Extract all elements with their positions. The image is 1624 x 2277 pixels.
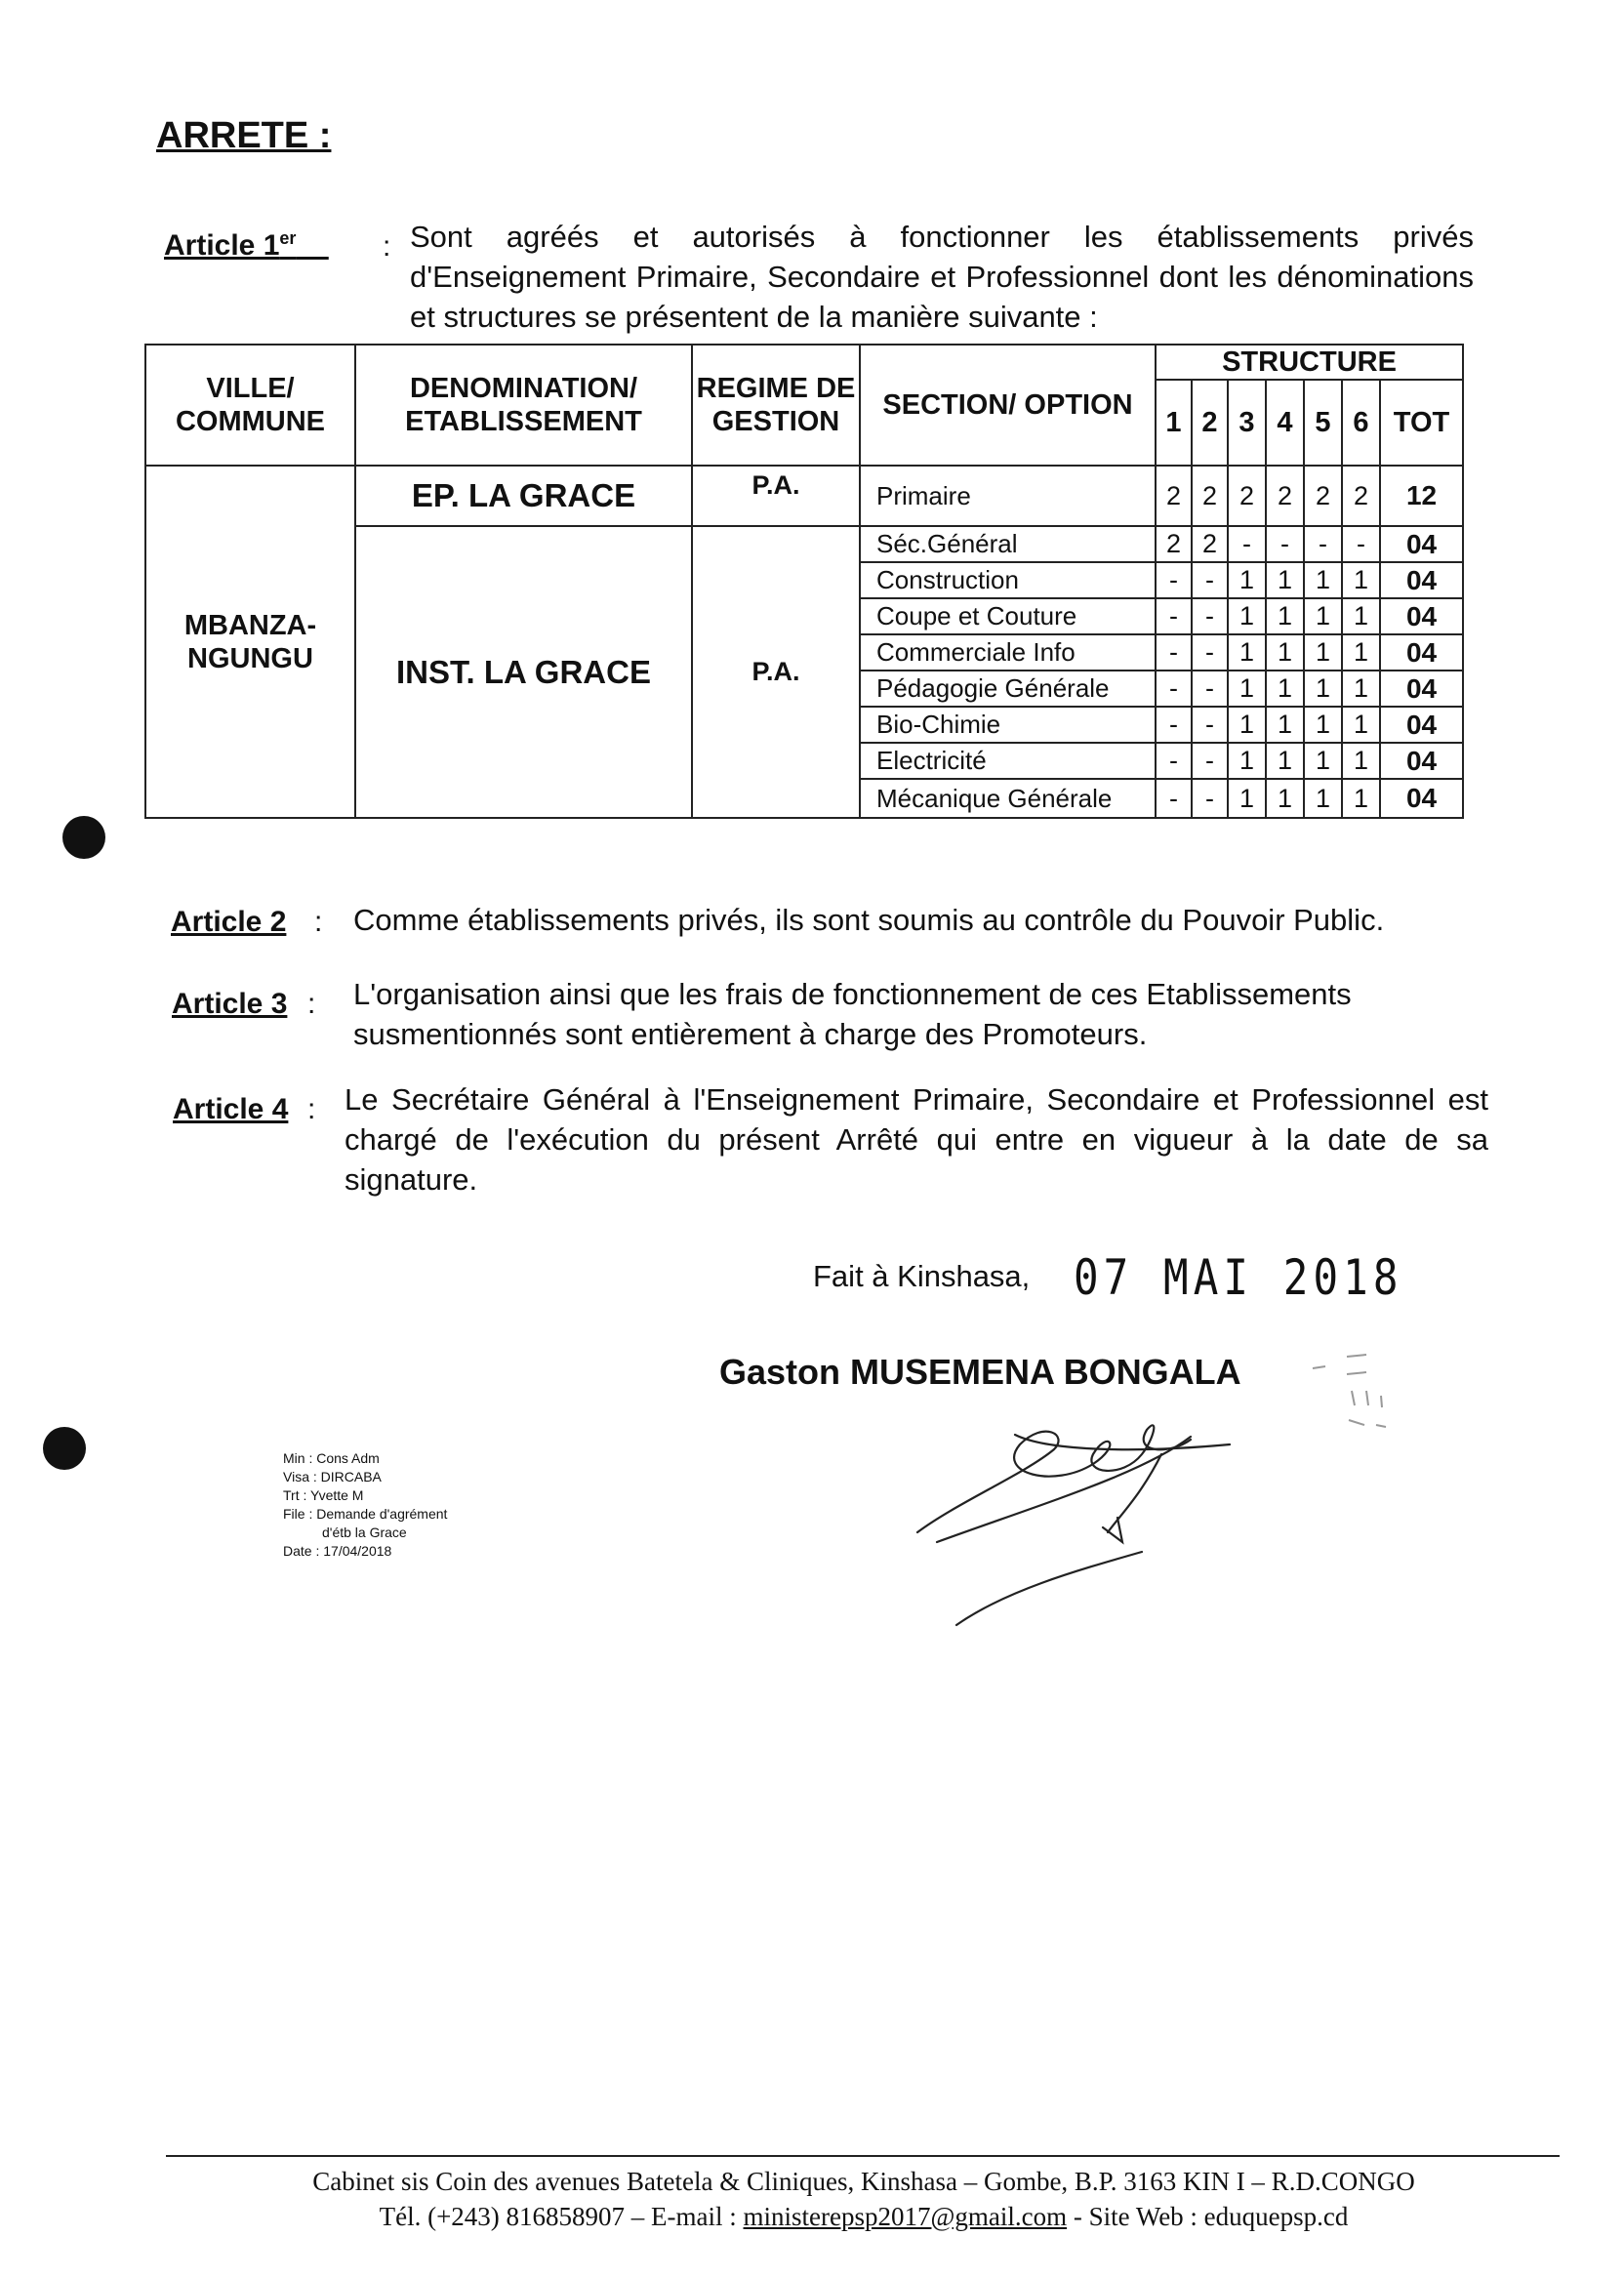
footer-email-link[interactable]: ministerepsp2017@gmail.com: [743, 2202, 1068, 2231]
article-2-text: Comme établissements privés, ils sont soumis au contrôle du Pouvoir Public.: [353, 903, 1385, 937]
value-cell: 1: [1342, 634, 1380, 671]
article-1-label: Article 1er: [164, 228, 297, 262]
value-cell: -: [1156, 634, 1192, 671]
total-cell: 04: [1380, 562, 1463, 598]
value-cell: 2: [1304, 466, 1342, 526]
value-cell: 1: [1266, 779, 1304, 818]
value-cell: 1: [1342, 598, 1380, 634]
punch-hole: [62, 816, 105, 859]
header-col-3: 3: [1228, 380, 1266, 466]
article-2-label: Article 2: [171, 906, 287, 938]
value-cell: -: [1192, 598, 1228, 634]
page-title: ARRETE :: [156, 115, 332, 156]
value-cell: -: [1192, 671, 1228, 707]
article-4-label: Article 4: [173, 1093, 289, 1125]
stamp-marks: [1308, 1347, 1396, 1454]
value-cell: 2: [1342, 466, 1380, 526]
value-cell: -: [1342, 526, 1380, 562]
total-cell: 04: [1380, 598, 1463, 634]
value-cell: -: [1192, 562, 1228, 598]
option-cell: Séc.Général: [860, 526, 1156, 562]
value-cell: -: [1156, 671, 1192, 707]
value-cell: -: [1192, 707, 1228, 743]
footer-address: Cabinet sis Coin des avenues Batetela & Cliniques, Kinshasa – Gombe, B.P. 3163 KIN I – R.D.CONGO: [312, 2167, 1415, 2196]
header-col-6: 6: [1342, 380, 1380, 466]
ref-line: Min : Cons Adm: [283, 1450, 380, 1466]
signature-place: Fait à Kinshasa,: [813, 1259, 1031, 1293]
option-cell: Construction: [860, 562, 1156, 598]
value-cell: 1: [1304, 743, 1342, 779]
value-cell: 1: [1266, 743, 1304, 779]
value-cell: 1: [1266, 671, 1304, 707]
total-cell: 04: [1380, 707, 1463, 743]
option-cell: Electricité: [860, 743, 1156, 779]
value-cell: 2: [1266, 466, 1304, 526]
value-cell: 1: [1342, 743, 1380, 779]
total-cell: 04: [1380, 526, 1463, 562]
value-cell: 1: [1228, 634, 1266, 671]
reference-notes: [283, 1449, 447, 1561]
value-cell: -: [1156, 562, 1192, 598]
regime-cell: P.A.: [692, 466, 860, 526]
value-cell: 1: [1228, 743, 1266, 779]
header-col-5: 5: [1304, 380, 1342, 466]
value-cell: -: [1156, 707, 1192, 743]
header-col-4: 4: [1266, 380, 1304, 466]
value-cell: 1: [1228, 671, 1266, 707]
value-cell: -: [1156, 598, 1192, 634]
value-cell: 1: [1228, 779, 1266, 818]
option-cell: Bio-Chimie: [860, 707, 1156, 743]
value-cell: 1: [1304, 707, 1342, 743]
signer-name: Gaston MUSEMENA BONGALA: [719, 1352, 1241, 1392]
option-cell: Primaire: [860, 466, 1156, 526]
header-col-2: 2: [1192, 380, 1228, 466]
date-stamp: 07 MAI 2018: [1074, 1249, 1403, 1306]
value-cell: 1: [1342, 707, 1380, 743]
option-cell: Coupe et Couture: [860, 598, 1156, 634]
total-cell: 04: [1380, 671, 1463, 707]
article-4-text: Le Secrétaire Général à l'Enseignement Primaire, Secondaire et Professionnel est chargé de l'exécution du présent Arrêté qui entre en vigueur à la date de sa signature.: [345, 1082, 1488, 1197]
option-cell: Mécanique Générale: [860, 779, 1156, 818]
value-cell: -: [1156, 779, 1192, 818]
header-structure: STRUCTURE: [1156, 345, 1463, 380]
footer-contact: [166, 2202, 1562, 2232]
value-cell: -: [1192, 779, 1228, 818]
value-cell: 1: [1266, 598, 1304, 634]
value-cell: -: [1192, 634, 1228, 671]
ville-cell: MBANZA-NGUNGU: [145, 466, 355, 818]
article-3-colon: :: [307, 988, 316, 1020]
ref-line: File : Demande d'agrément: [283, 1506, 448, 1522]
value-cell: 1: [1228, 598, 1266, 634]
footer-divider: [166, 2155, 1560, 2157]
ref-line: d'étb la Grace: [322, 1525, 407, 1540]
value-cell: 1: [1304, 598, 1342, 634]
article-1-text: Sont agréés et autorisés à fonctionner les établissements privés d'Enseignement Primaire, Secondaire et Professionnel dont les dénominations et structures se présentent de la manière suivante :: [410, 220, 1474, 334]
article-3-label: Article 3: [172, 988, 288, 1020]
value-cell: 1: [1228, 707, 1266, 743]
value-cell: 1: [1304, 671, 1342, 707]
value-cell: -: [1304, 526, 1342, 562]
value-cell: 2: [1156, 526, 1192, 562]
value-cell: 1: [1342, 562, 1380, 598]
value-cell: 1: [1342, 779, 1380, 818]
structure-table: [144, 344, 1464, 819]
article-4-colon: :: [307, 1093, 316, 1125]
total-cell: 04: [1380, 634, 1463, 671]
value-cell: -: [1228, 526, 1266, 562]
value-cell: -: [1266, 526, 1304, 562]
value-cell: 2: [1156, 466, 1192, 526]
option-cell: Pédagogie Générale: [860, 671, 1156, 707]
value-cell: -: [1156, 743, 1192, 779]
header-col-tot: TOT: [1380, 380, 1463, 466]
footer-website: - Site Web : eduquepsp.cd: [1067, 2202, 1349, 2231]
article-1-colon: :: [383, 230, 391, 263]
header-col-1: 1: [1156, 380, 1192, 466]
handwritten-signature: [898, 1396, 1249, 1630]
header-ville: VILLE/ COMMUNE: [145, 345, 355, 466]
value-cell: 1: [1228, 562, 1266, 598]
ref-line: Date : 17/04/2018: [283, 1543, 392, 1559]
value-cell: 1: [1266, 707, 1304, 743]
header-denomination: DENOMINATION/ ETABLISSEMENT: [355, 345, 692, 466]
value-cell: 1: [1266, 562, 1304, 598]
value-cell: 2: [1228, 466, 1266, 526]
value-cell: 1: [1266, 634, 1304, 671]
header-section: SECTION/ OPTION: [860, 345, 1156, 466]
value-cell: -: [1192, 743, 1228, 779]
total-cell: 12: [1380, 466, 1463, 526]
value-cell: 1: [1304, 562, 1342, 598]
footer-phone: Tél. (+243) 816858907 – E-mail :: [379, 2202, 744, 2231]
value-cell: 1: [1304, 779, 1342, 818]
value-cell: 2: [1192, 466, 1228, 526]
value-cell: 2: [1192, 526, 1228, 562]
punch-hole: [43, 1427, 86, 1470]
total-cell: 04: [1380, 779, 1463, 818]
ref-line: Visa : DIRCABA: [283, 1469, 382, 1484]
table-row: [145, 466, 1463, 526]
article-2-colon: :: [314, 906, 323, 938]
total-cell: 04: [1380, 743, 1463, 779]
option-cell: Commerciale Info: [860, 634, 1156, 671]
ref-line: Trt : Yvette M: [283, 1487, 364, 1503]
regime-cell: P.A.: [692, 526, 860, 818]
denomination-cell: EP. LA GRACE: [355, 466, 692, 526]
value-cell: 1: [1304, 634, 1342, 671]
header-regime: REGIME DE GESTION: [692, 345, 860, 466]
value-cell: 1: [1342, 671, 1380, 707]
article-3-text: L'organisation ainsi que les frais de fonctionnement de ces Etablissements susmentionnés sont entièrement à charge des Promoteurs.: [353, 977, 1352, 1051]
denomination-cell: INST. LA GRACE: [355, 526, 692, 818]
